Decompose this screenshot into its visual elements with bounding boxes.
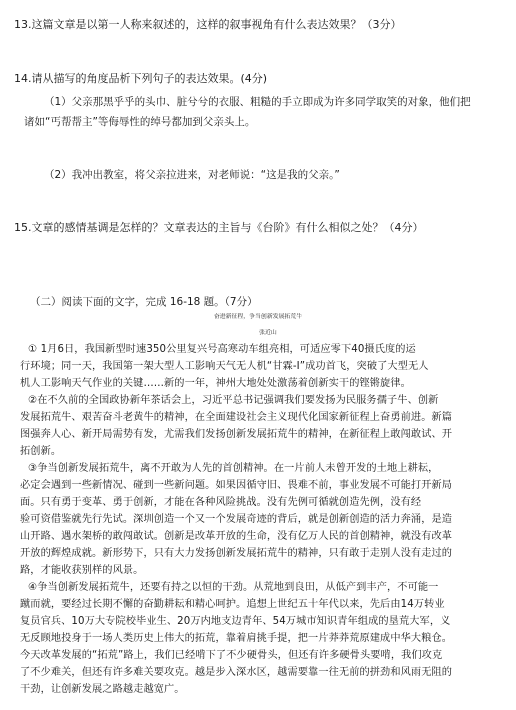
paragraph-3-line-1: ③争当创新发展拓荒牛，离不开敢为人先的首创精神。在一片前人未曾开发的土地上耕耘， (28, 463, 439, 474)
question-14-item-1-line-2: 诸如“丐帮帮主”等侮辱性的绰号都加到父亲头上。 (24, 116, 256, 128)
paragraph-1-line-2: 行环境；同一天，我国第一架大型人工影响天气无人机“甘霖-Ⅰ”成功首飞，突破了大型无人 (20, 361, 429, 372)
question-14-item-1-line-1: （1）父亲那黑乎乎的头巾、脏兮兮的衣服、粗糙的手立即成为许多同学取笑的对象，他们把 (44, 96, 471, 108)
paragraph-2-line-3: 图强奔人心、新开局需势有发，尤需我们发扬创新发展拓荒牛的精神，在新征程上敢闯敢试、开 (20, 429, 453, 440)
paragraph-4-line-1: ④争当创新发展拓荒牛，还要有持之以恒的干劲。从荒地到良田，从低产到丰产，不可能一 (28, 582, 439, 593)
paragraph-4-line-2: 蹴而就，要经过长期不懈的奋勤耕耘和精心呵护。追想上世纪五十年代以来，先后由14万转业 (20, 599, 445, 610)
paragraph-3-line-5: 山开路、遇水架桥的敢闯敢试。创新是改革开放的生命，没有亿万人民的首创精神，就没有改革 (20, 531, 453, 542)
paragraph-3-line-6: 开放的辉煌成就。新形势下，只有大力发扬创新发展拓荒牛的精神，只有敢于走别人没有走过的 (20, 548, 453, 559)
question-15: 15.文章的感情基调是怎样的？文章表达的主旨与《台阶》有什么相似之处？（4分） (14, 221, 424, 234)
paragraph-2-line-4: 拓创新。 (20, 446, 62, 457)
paragraph-4-line-7: 干劲，让创新发展之路越走越宽广。 (20, 684, 185, 695)
paragraph-4-line-5: 今天改革发展的“拓荒”路上，我们已经啃下了不少硬骨头，但还有许多硬骨头要啃，我们攻克 (20, 650, 443, 661)
paragraph-4-line-3: 复员官兵、10万大专院校毕业生、20万内地支边青年、54万城市知识青年组成的垦荒大军，义 (20, 616, 451, 627)
paragraph-4-line-4: 无反顾地投身于一场人类历史上伟大的拓荒，靠着肩挑手提，把一片莽莽荒原建成中华大粮仓。 (20, 633, 453, 644)
article-title: 奋进新征程，争当创新发展拓荒牛 (213, 314, 303, 320)
paragraph-3-line-4: 验可资借鉴就先行先试。深圳创造一个又一个发展奇迹的背后，就是创新创造的活力奔涌，是造 (20, 514, 453, 525)
question-14: 14.请从描写的角度品析下列句子的表达效果。(4分) (14, 72, 268, 85)
paragraph-3-line-3: 面。只有勇于变革、勇于创新，才能在各种风险挑战。没有先例可循就创造先例，没有经 (20, 497, 422, 508)
article-author: 张近山 (259, 330, 277, 336)
section-heading: （二）阅读下面的文字，完成 16-18 题。（7分） (30, 296, 258, 308)
paragraph-1-line-1: ① 1月6日，我国新型时速350公里复兴号高寒动车组亮相，可适应零下40摄氏度的运 (28, 344, 416, 355)
paragraph-1-line-3: 机人工影响天气作业的关键……新的一年，神州大地处处激荡着创新实干的铿锵旋律。 (20, 378, 411, 389)
paragraph-2-line-2: 发展拓荒牛、艰苦奋斗老黄牛的精神，在全面建设社会主义现代化国家新征程上奋勇前进。新篇 (20, 412, 453, 423)
paragraph-4-line-6: 了不少难关，但还有许多难关要攻克。越是步入深水区，越需要靠一往无前的拼劲和风雨无阻的 (20, 667, 453, 678)
paragraph-3-line-2: 必定会遇到一些新情况、碰到一些新问题。如果因循守旧、畏难不前，事业发展不可能打开新局 (20, 480, 453, 491)
question-14-item-2: （2）我冲出教室，将父亲拉进来，对老师说：“这是我的父亲。” (44, 169, 340, 181)
question-13: 13.这篇文章是以第一人称来叙述的，这样的叙事视角有什么表达效果？（3分） (14, 18, 402, 31)
paragraph-2-line-1: ②在不久前的全国政协新年茶话会上，习近平总书记强调我们要发扬为民服务孺子牛、创新 (28, 395, 439, 406)
paragraph-3-line-7: 路，才能收获别样的风景。 (20, 565, 144, 576)
